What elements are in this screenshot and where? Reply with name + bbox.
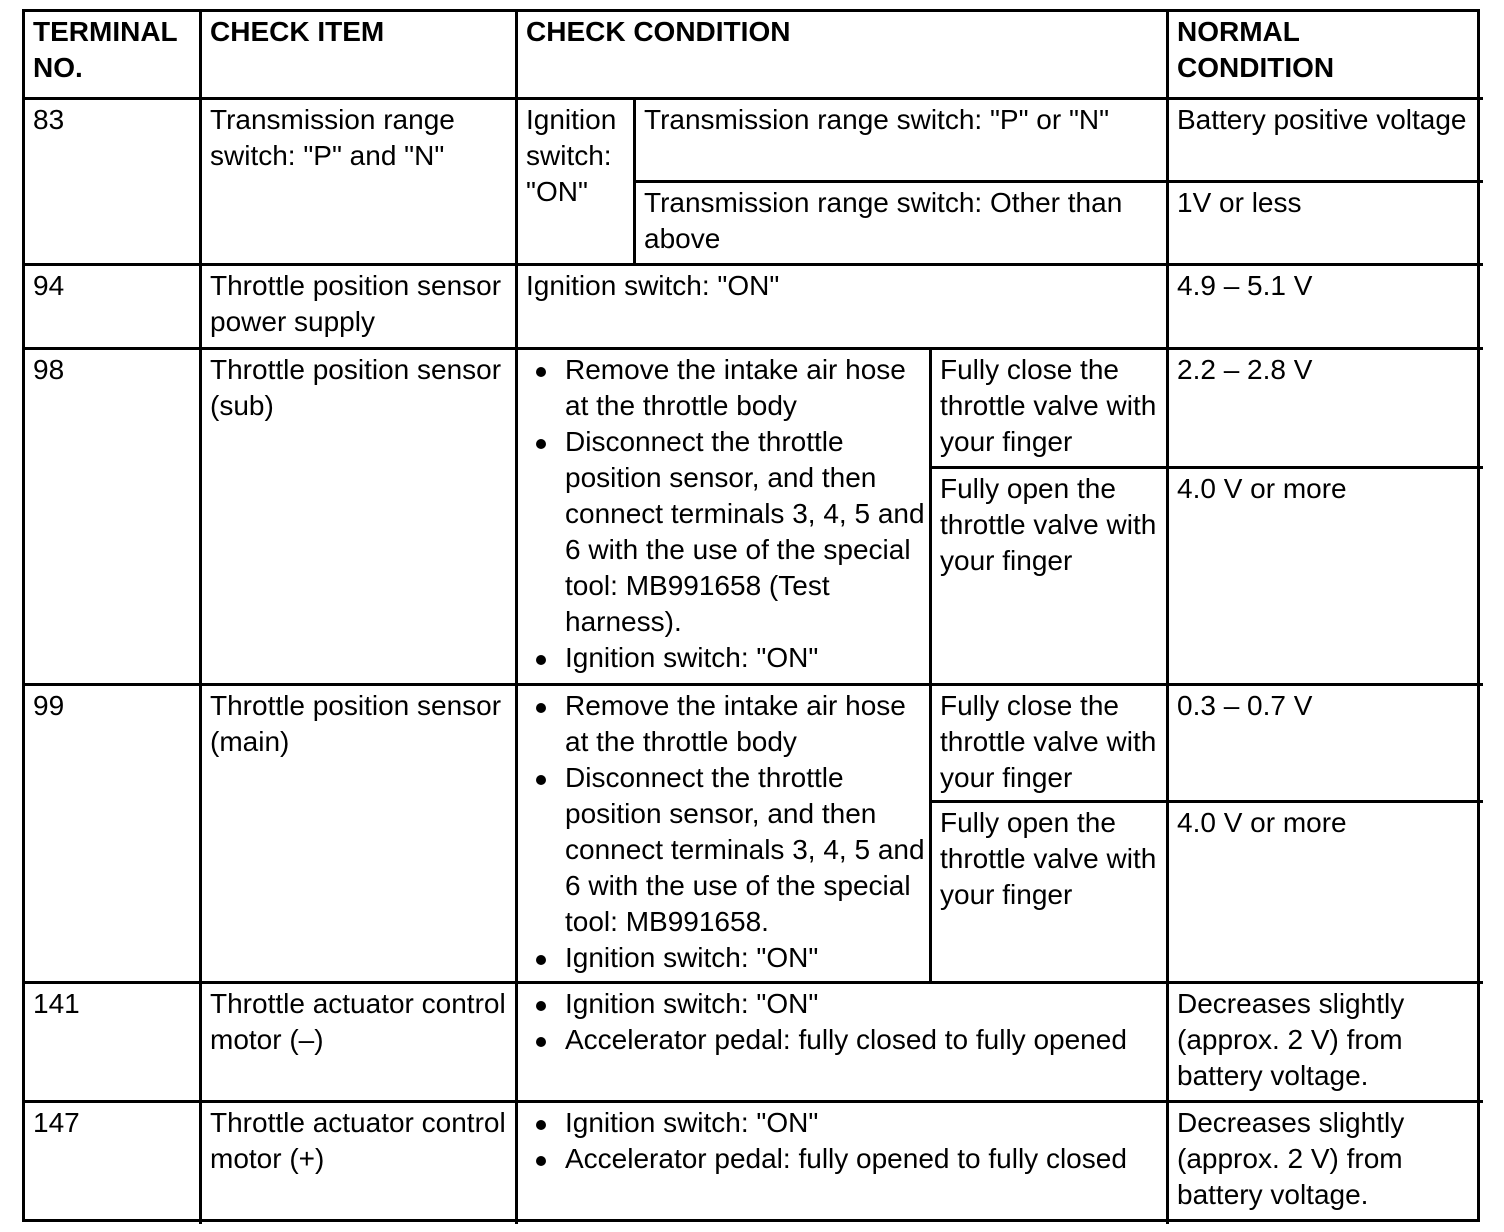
header-terminal-no (25, 12, 202, 100)
normal-conditions (1169, 350, 1483, 686)
header-check-item: CHECK ITEM (202, 12, 518, 100)
header-terminal-line2: NO. (33, 52, 83, 83)
sub-conditions (932, 350, 1169, 686)
bullet-item: Remove the intake air hose at the throttle body (526, 688, 927, 760)
normal-condition: 1V or less (1169, 183, 1483, 266)
terminal-number: 147 (25, 1103, 202, 1224)
bullet-item: Disconnect the throttle position sensor, and then connect terminals 3, 4, 5 and 6 with the use of the special tool: MB991658. (526, 760, 927, 940)
bullet-item: Ignition switch: "ON" (526, 940, 927, 976)
bullet-item: Accelerator pedal: fully opened to fully closed (526, 1141, 1158, 1177)
normal-condition: 0.3 – 0.7 V (1169, 686, 1483, 803)
sub-condition: Transmission range switch: "P" or "N" (636, 100, 1166, 183)
bullet-item: Remove the intake air hose at the throttle body (526, 352, 927, 424)
header-normal-line2: CONDITION (1177, 52, 1335, 83)
header-terminal-line1: TERMINAL (33, 16, 178, 47)
check-condition-steps (518, 686, 932, 984)
terminal-number: 99 (25, 686, 202, 984)
check-item: Throttle actuator control motor (–) (202, 984, 518, 1103)
normal-condition: 4.0 V or more (1177, 473, 1347, 504)
check-condition (518, 100, 1169, 266)
sub-condition: Fully close the throttle valve with your finger (932, 350, 1166, 469)
sub-condition: Fully open the throttle valve with your finger (932, 803, 1169, 984)
bullet-item: Ignition switch: "ON" (526, 986, 1158, 1022)
header-check-condition: CHECK CONDITION (518, 12, 1169, 100)
bullet-list (526, 986, 1158, 1058)
terminal-check-table (22, 9, 1480, 1222)
terminal-number: 141 (25, 984, 202, 1103)
check-item: Throttle position sensor (main) (202, 686, 518, 984)
check-condition-steps (518, 984, 1169, 1103)
ignition-condition: Ignition switch: "ON" (518, 100, 636, 266)
bullet-list (526, 352, 927, 676)
bullet-item: Accelerator pedal: fully closed to fully opened (526, 1022, 1158, 1058)
terminal-number: 98 (25, 350, 202, 686)
bullet-item: Ignition switch: "ON" (526, 1105, 1158, 1141)
normal-condition: 4.0 V or more (1169, 803, 1483, 984)
normal-condition: Decreases slightly (approx. 2 V) from battery voltage. (1169, 984, 1483, 1103)
bullet-item: Ignition switch: "ON" (526, 640, 927, 676)
header-normal-line1: NORMAL (1177, 16, 1300, 47)
terminal-number: 94 (25, 266, 202, 350)
check-condition-steps (518, 350, 932, 686)
check-condition: Ignition switch: "ON" (518, 266, 1169, 350)
normal-condition: 2.2 – 2.8 V (1169, 350, 1483, 469)
terminal-number: 83 (25, 100, 202, 266)
check-item: Throttle actuator control motor (+) (202, 1103, 518, 1224)
normal-condition: Decreases slightly (approx. 2 V) from battery voltage. (1177, 1107, 1405, 1210)
sub-condition: Fully open the throttle valve with your finger (940, 473, 1157, 576)
check-item: Transmission range switch: "P" and "N" (202, 100, 518, 266)
normal-condition: 4.9 – 5.1 V (1169, 266, 1483, 350)
sub-condition: Fully close the throttle valve with your finger (932, 686, 1169, 803)
check-item: Throttle position sensor (sub) (202, 350, 518, 686)
bullet-list (526, 1105, 1158, 1177)
sub-condition: Transmission range switch: Other than above (644, 187, 1123, 254)
bullet-item: Disconnect the throttle position sensor, and then connect terminals 3, 4, 5 and 6 with the use of the special tool: MB991658 (Test harness). (526, 424, 927, 640)
bullet-list (526, 688, 927, 976)
check-item: Throttle position sensor power supply (202, 266, 518, 350)
check-condition-steps (518, 1103, 1169, 1224)
header-normal-condition (1169, 12, 1483, 100)
normal-condition: Battery positive voltage (1169, 100, 1483, 183)
